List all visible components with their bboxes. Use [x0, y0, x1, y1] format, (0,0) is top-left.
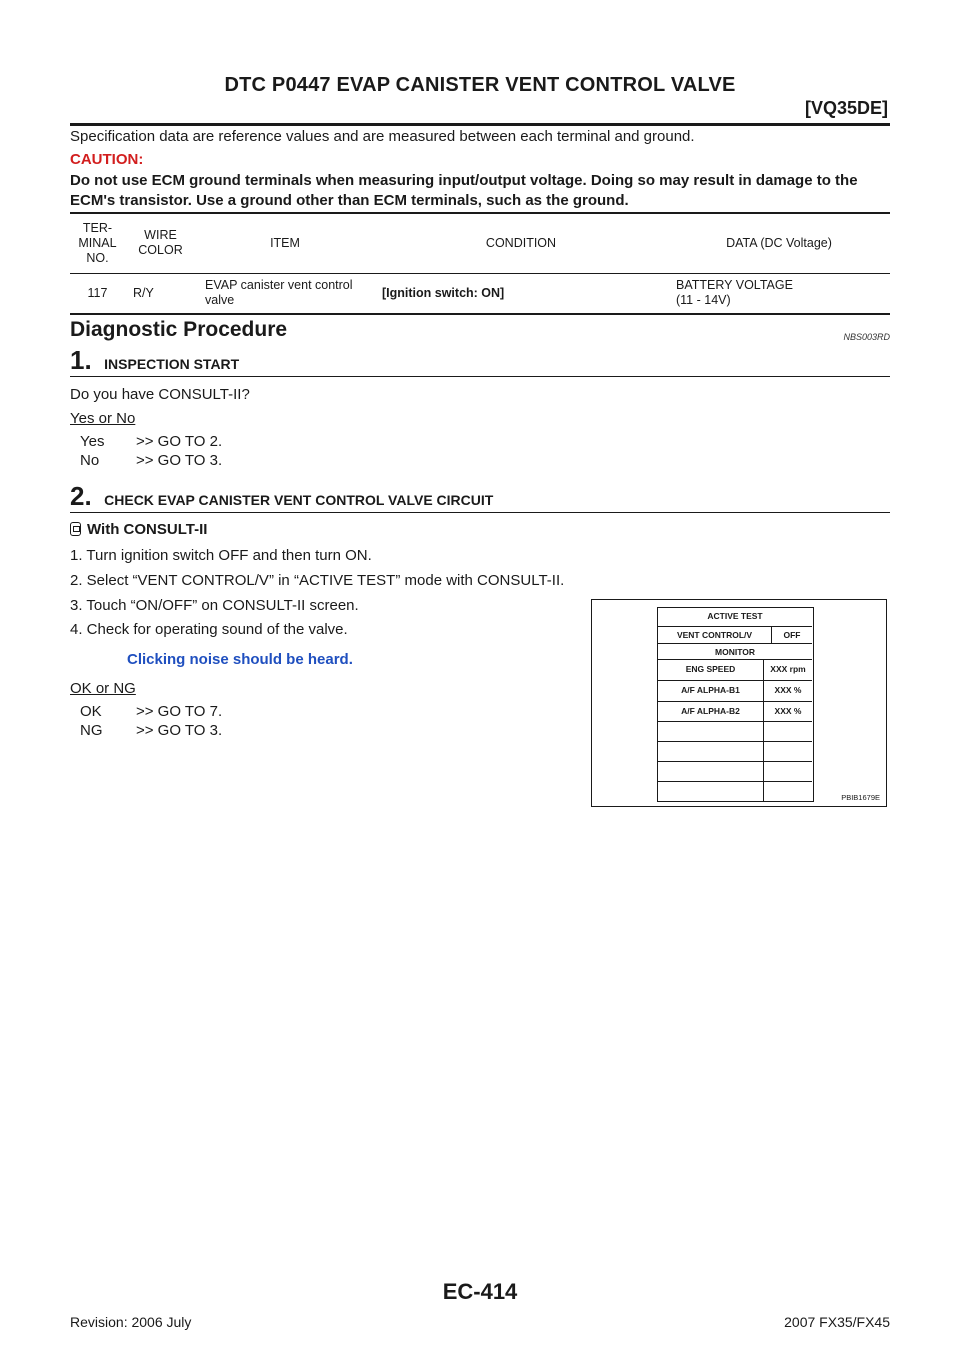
- step2-answer-ok-key: OK: [80, 703, 102, 720]
- expected-result: Clicking noise should be heard.: [127, 651, 353, 668]
- instruction-4: 4. Check for operating sound of the valve.: [70, 621, 348, 638]
- instruction-1: 1. Turn ignition switch OFF and then turn ON.: [70, 547, 372, 564]
- engine-code: [VQ35DE]: [804, 98, 888, 118]
- with-consult-label: With CONSULT-II: [70, 521, 207, 538]
- page-title: DTC P0447 EVAP CANISTER VENT CONTROL VALVE: [224, 74, 736, 96]
- monitor-label-2: A/F ALPHA-B1: [681, 685, 740, 695]
- monitor-value-2: XXX %: [774, 685, 802, 695]
- revision-text: Revision: 2006 July: [70, 1314, 192, 1330]
- step1-number: 1.: [70, 345, 92, 375]
- section-title: Diagnostic Procedure: [70, 318, 288, 341]
- model-text: 2007 FX35/FX45: [784, 1314, 890, 1330]
- caution-label: CAUTION:: [70, 151, 144, 168]
- step1-answer-yes-key: Yes: [80, 433, 105, 450]
- active-test-title: ACTIVE TEST: [707, 611, 763, 621]
- step1-rule: [70, 376, 890, 377]
- step1-answer-no-key: No: [80, 452, 100, 469]
- step1-heading: [70, 345, 239, 376]
- instruction-2: 2. Select “VENT CONTROL/V” in “ACTIVE TEST” mode with CONSULT-II.: [70, 572, 565, 589]
- header-condition: CONDITION: [485, 235, 557, 250]
- step2-answer-ng-key: NG: [80, 722, 103, 739]
- consult-ii-icon: [70, 522, 81, 536]
- figure-code: PBIB1679E: [841, 793, 880, 802]
- step2-answer-ng-value: >> GO TO 3.: [136, 722, 223, 739]
- step1-choice-label: Yes or No: [70, 410, 136, 427]
- step2-rule: [70, 512, 890, 513]
- cell-data: BATTERY VOLTAGE (11 - 14V): [676, 278, 793, 308]
- step1-question: Do you have CONSULT-II?: [70, 386, 250, 403]
- table-row: [70, 273, 890, 314]
- monitor-value-3: XXX %: [774, 706, 802, 716]
- header-item: ITEM: [270, 235, 300, 250]
- cell-terminal: 117: [87, 285, 108, 300]
- step2-heading: [70, 481, 493, 512]
- header-wire-color: WIRE COLOR: [138, 228, 183, 258]
- monitor-label-1: ENG SPEED: [685, 664, 736, 674]
- step1-answer-no-value: >> GO TO 3.: [136, 452, 223, 469]
- table-header-row: [70, 213, 890, 273]
- step1-answer-yes-value: >> GO TO 2.: [136, 433, 223, 450]
- page-number: EC-414: [442, 1279, 518, 1304]
- terminal-table: [70, 212, 890, 315]
- section-code: NBS003RD: [843, 332, 890, 342]
- spec-note: Specification data are reference values and are measured between each terminal and ground.: [70, 128, 695, 145]
- monitor-value-1: XXX rpm: [770, 664, 806, 674]
- caution-text: Do not use ECM ground terminals when measuring input/output voltage. Doing so may result in damage to the ECM's transistor. Use a ground other than ECM terminals, such as the ground.: [70, 172, 858, 209]
- step2-title: CHECK EVAP CANISTER VENT CONTROL VALVE CIRCUIT: [104, 492, 494, 508]
- header-data: DATA (DC Voltage): [726, 235, 832, 250]
- step1-title: INSPECTION START: [104, 356, 240, 372]
- monitor-title: MONITOR: [715, 647, 755, 657]
- vent-control-value: OFF: [783, 630, 801, 640]
- cell-wire: R/Y: [133, 285, 154, 300]
- cell-condition: [Ignition switch: ON]: [382, 285, 505, 300]
- consult-screen-figure: [591, 599, 887, 807]
- step2-choice-label: OK or NG: [70, 680, 136, 697]
- header-rule: [70, 123, 890, 126]
- step2-answer-ok-value: >> GO TO 7.: [136, 703, 223, 720]
- vent-control-label: VENT CONTROL/V: [676, 630, 753, 640]
- monitor-label-3: A/F ALPHA-B2: [681, 706, 740, 716]
- consult-screen: [657, 607, 814, 802]
- cell-item: EVAP canister vent control valve: [205, 278, 353, 308]
- header-terminal-no: TER- MINAL NO.: [78, 220, 117, 265]
- instruction-3: 3. Touch “ON/OFF” on CONSULT-II screen.: [70, 597, 359, 614]
- step2-number: 2.: [70, 481, 92, 511]
